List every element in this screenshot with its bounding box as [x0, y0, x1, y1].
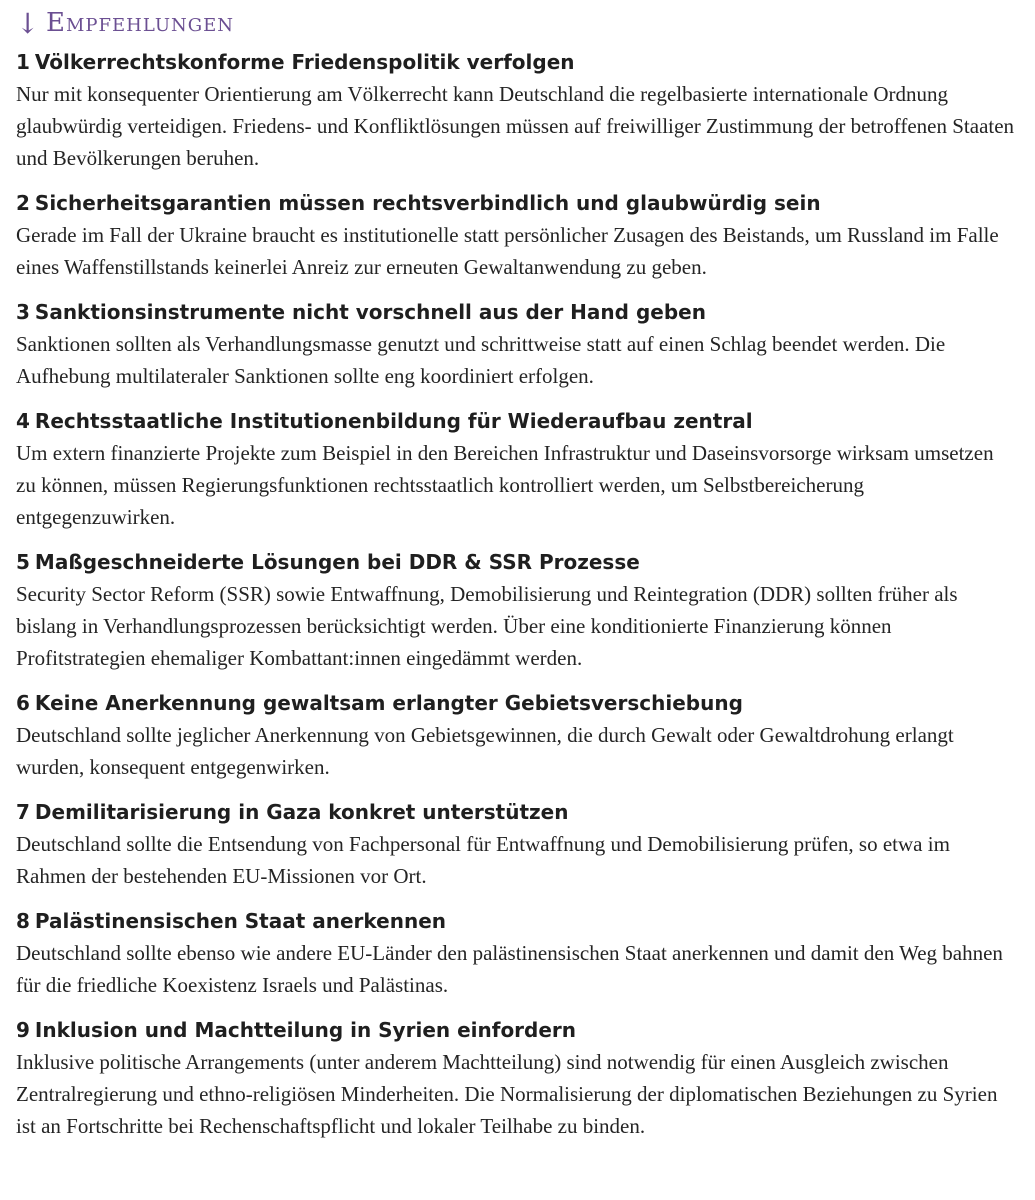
recommendation-heading [16, 905, 1021, 937]
recommendation-heading [16, 796, 1021, 828]
recommendation-title: Demilitarisierung in Gaza konkret unterstützen [34, 800, 569, 824]
recommendation-text: Inklusive politische Arrangements (unter anderem Machtteilung) sind notwendig für einen Ausgleich zwischen Zentralregierung und ethno-religiösen Minderheiten. Die Normalisierung der diplomatischen Beziehungen zu Syrien ist an Fortschritte bei Rechenschaftspflicht und lokaler Teilhabe zu binden. [16, 1050, 998, 1138]
recommendation-heading [16, 187, 1021, 219]
recommendation-text: Deutschland sollte ebenso wie andere EU-Länder den palästinensischen Staat anerkennen und damit den Weg bahnen für die friedliche Koexistenz Israels und Palästinas. [16, 941, 1003, 997]
recommendation-title: Palästinensischen Staat anerkennen [34, 909, 447, 933]
recommendation-title: Maßgeschneiderte Lösungen bei DDR & SSR Prozesse [34, 550, 640, 574]
recommendation-item [16, 296, 1021, 392]
recommendation-item [16, 905, 1021, 1001]
recommendation-number: 2 [16, 191, 30, 215]
recommendation-number: 7 [16, 800, 30, 824]
recommendation-number: 4 [16, 409, 30, 433]
arrow-down-icon: ↓ [16, 7, 41, 40]
recommendation-item [16, 405, 1021, 533]
recommendation-text: Um extern finanzierte Projekte zum Beispiel in den Bereichen Infrastruktur und Daseinsvorsorge wirksam umsetzen zu können, müssen Regierungsfunktionen rechtsstaatlich kontrolliert werden, um Selbstbereicherung entgegenzuwirken. [16, 441, 994, 529]
recommendation-item [16, 687, 1021, 783]
section-title: Empfehlungen [46, 8, 235, 38]
recommendation-title: Völkerrechtskonforme Friedenspolitik verfolgen [34, 50, 575, 74]
recommendation-title: Inklusion und Machtteilung in Syrien einfordern [34, 1018, 577, 1042]
section-header [16, 0, 1021, 46]
recommendation-heading [16, 405, 1021, 437]
recommendation-heading [16, 546, 1021, 578]
recommendation-text: Sanktionen sollten als Verhandlungsmasse genutzt und schrittweise statt auf einen Schlag beendet werden. Die Aufhebung multilateraler Sanktionen sollte eng koordiniert erfolgen. [16, 332, 946, 388]
recommendation-text: Security Sector Reform (SSR) sowie Entwaffnung, Demobilisierung und Reintegration (DDR) sollten früher als bislang in Verhandlungsprozessen berücksichtigt werden. Über eine konditionierte Finanzierung können Profitstrategien ehemaliger Kombattant:innen eingedämmt werden. [16, 582, 958, 670]
recommendation-text: Deutschland sollte die Entsendung von Fachpersonal für Entwaffnung und Demobilisierung prüfen, so etwa im Rahmen der bestehenden EU-Missionen vor Ort. [16, 832, 950, 888]
recommendation-item [16, 187, 1021, 283]
recommendation-text: Deutschland sollte jeglicher Anerkennung von Gebietsgewinnen, die durch Gewalt oder Gewaltdrohung erlangt wurden, konsequent entgegenwirken. [16, 723, 954, 779]
recommendation-number: 8 [16, 909, 30, 933]
recommendation-title: Rechtsstaatliche Institutionenbildung für Wiederaufbau zentral [34, 409, 753, 433]
recommendation-item [16, 46, 1021, 174]
recommendation-item [16, 546, 1021, 674]
recommendation-number: 5 [16, 550, 30, 574]
recommendation-item [16, 1014, 1021, 1142]
recommendation-title: Sicherheitsgarantien müssen rechtsverbindlich und glaubwürdig sein [34, 191, 821, 215]
recommendation-text: Nur mit konsequenter Orientierung am Völkerrecht kann Deutschland die regelbasierte internationale Ordnung glaubwürdig verteidigen. Friedens- und Konfliktlösungen müssen auf freiwilliger Zustimmung der betroffenen Staaten und Bevölkerungen beruhen. [16, 82, 1015, 170]
recommendation-item [16, 796, 1021, 892]
recommendation-number: 3 [16, 300, 30, 324]
recommendation-heading [16, 296, 1021, 328]
recommendation-number: 6 [16, 691, 30, 715]
recommendations-page [16, 0, 1021, 1155]
recommendation-heading [16, 1014, 1021, 1046]
recommendation-text: Gerade im Fall der Ukraine braucht es institutionelle statt persönlicher Zusagen des Beistands, um Russland im Falle eines Waffenstillstands keinerlei Anreiz zur erneuten Gewaltanwendung zu geben. [16, 223, 999, 279]
recommendation-title: Keine Anerkennung gewaltsam erlangter Gebietsverschiebung [34, 691, 743, 715]
recommendation-title: Sanktionsinstrumente nicht vorschnell aus der Hand geben [34, 300, 706, 324]
recommendation-heading [16, 46, 1021, 78]
recommendations-list [16, 46, 1021, 1142]
recommendation-number: 1 [16, 50, 30, 74]
recommendation-heading [16, 687, 1021, 719]
recommendation-number: 9 [16, 1018, 30, 1042]
